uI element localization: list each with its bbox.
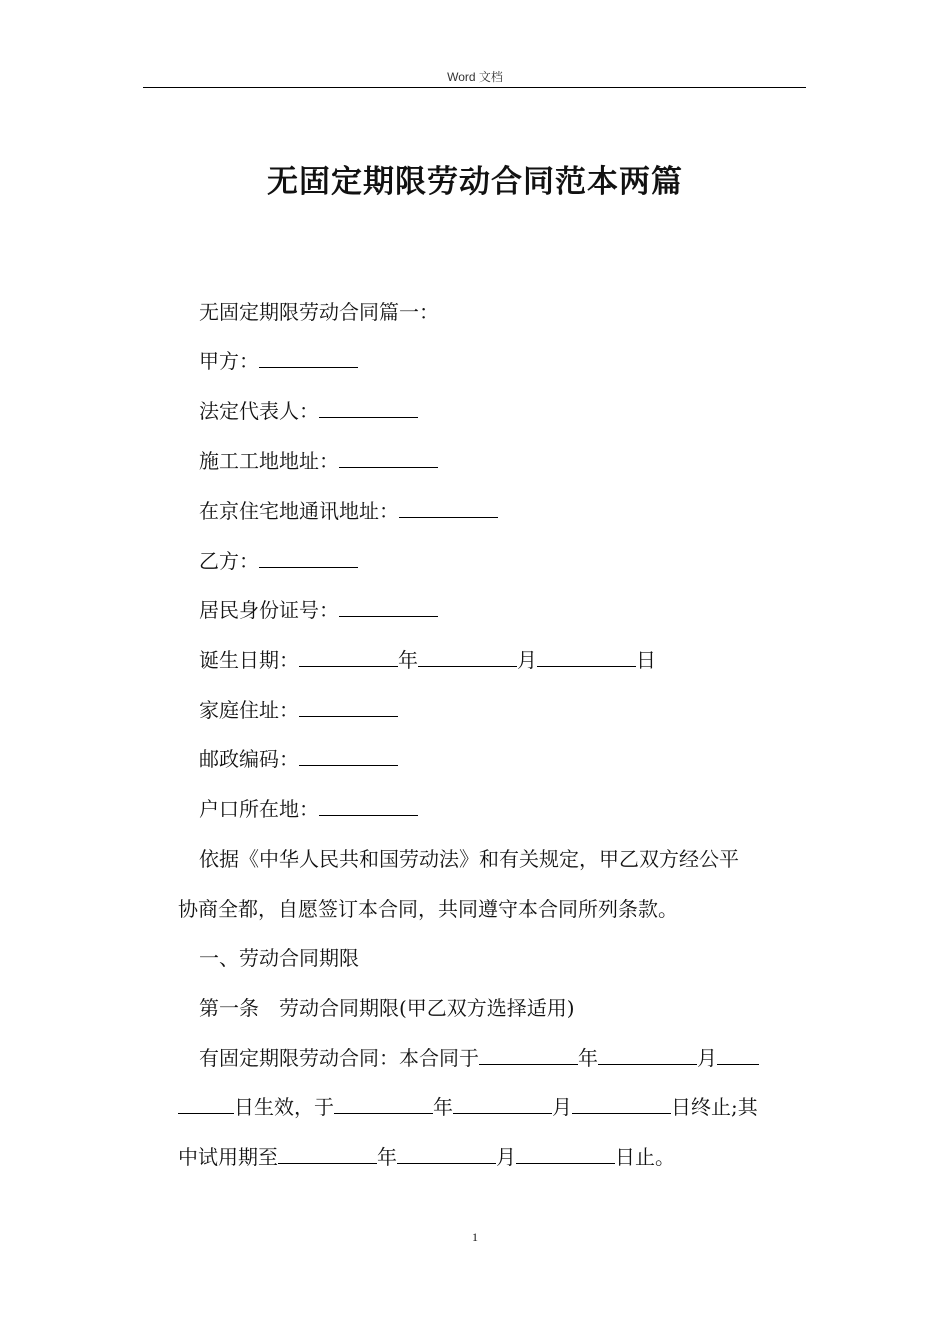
- birth-year-blank[interactable]: [299, 648, 398, 667]
- party-b-field: [199, 548, 358, 574]
- end-month-blank[interactable]: [453, 1095, 552, 1114]
- birth-day-blank[interactable]: [537, 648, 636, 667]
- birth-date-field: [199, 647, 656, 673]
- start-year-unit: 年: [578, 1046, 598, 1070]
- party-b-blank[interactable]: [259, 549, 358, 568]
- fixed-term-line2: [178, 1094, 758, 1120]
- end-year-blank[interactable]: [334, 1095, 433, 1114]
- header-divider: [143, 87, 806, 88]
- start-day-blank-part2[interactable]: [178, 1095, 234, 1114]
- id-number-field: [199, 597, 438, 623]
- probation-month-blank[interactable]: [397, 1145, 496, 1164]
- birth-month-blank[interactable]: [418, 648, 517, 667]
- home-address-blank[interactable]: [299, 698, 398, 717]
- start-year-blank[interactable]: [479, 1046, 578, 1065]
- beijing-address-field: [199, 498, 498, 524]
- household-reg-label: 户口所在地：: [199, 797, 319, 821]
- site-address-label: 施工工地地址：: [199, 449, 339, 473]
- intro-text: 无固定期限劳动合同篇一：: [199, 300, 439, 324]
- id-number-label: 居民身份证号：: [199, 598, 339, 622]
- party-a-label: 甲方：: [199, 349, 259, 373]
- party-a-field: [199, 348, 358, 374]
- start-month-unit: 月: [697, 1046, 717, 1070]
- probation-day-blank[interactable]: [516, 1145, 615, 1164]
- effective-text: 日生效，于: [234, 1095, 334, 1119]
- household-reg-field: [199, 796, 418, 822]
- legal-rep-field: [199, 398, 418, 424]
- fixed-term-prefix: 有固定期限劳动合同：本合同于: [199, 1046, 479, 1070]
- start-month-blank[interactable]: [598, 1046, 697, 1065]
- birth-date-label: 诞生日期：: [199, 648, 299, 672]
- postal-code-field: [199, 746, 398, 772]
- legal-rep-blank[interactable]: [319, 399, 418, 418]
- intro-line: [199, 299, 439, 325]
- end-year-unit: 年: [433, 1095, 453, 1119]
- party-a-blank[interactable]: [259, 349, 358, 368]
- probation-year-blank[interactable]: [278, 1145, 377, 1164]
- basis-paragraph-line1: 依据《中华人民共和国劳动法》和有关规定，甲乙双方经公平: [199, 847, 739, 871]
- end-day-blank[interactable]: [572, 1095, 671, 1114]
- site-address-blank[interactable]: [339, 449, 438, 468]
- end-text: 日终止;其: [671, 1095, 758, 1119]
- site-address-field: [199, 448, 438, 474]
- start-day-blank-part1[interactable]: [717, 1046, 759, 1065]
- beijing-address-label: 在京住宅地通讯地址：: [199, 499, 399, 523]
- probation-prefix: 中试用期至: [178, 1145, 278, 1169]
- id-number-blank[interactable]: [339, 598, 438, 617]
- probation-end-text: 日止。: [615, 1145, 675, 1169]
- household-reg-blank[interactable]: [319, 797, 418, 816]
- birth-day-unit: 日: [636, 648, 656, 672]
- home-address-label: 家庭住址：: [199, 698, 299, 722]
- document-title: 无固定期限劳动合同范本两篇: [267, 164, 683, 200]
- birth-year-unit: 年: [398, 648, 418, 672]
- postal-code-label: 邮政编码：: [199, 747, 299, 771]
- home-address-field: [199, 697, 398, 723]
- end-month-unit: 月: [552, 1095, 572, 1119]
- probation-month-unit: 月: [496, 1145, 516, 1169]
- page-number: 1: [472, 1230, 478, 1244]
- party-b-label: 乙方：: [199, 549, 259, 573]
- page-header: Word 文档: [447, 70, 503, 84]
- probation-year-unit: 年: [377, 1145, 397, 1169]
- fixed-term-line3: [178, 1144, 675, 1170]
- basis-paragraph-line2: 协商全都，自愿签订本合同，共同遵守本合同所列条款。: [178, 897, 678, 921]
- postal-code-blank[interactable]: [299, 747, 398, 766]
- beijing-address-blank[interactable]: [399, 499, 498, 518]
- article-heading: 第一条 劳动合同期限(甲乙双方选择适用): [199, 996, 575, 1020]
- fixed-term-line1: [199, 1045, 759, 1071]
- section-heading: 一、劳动合同期限: [199, 946, 359, 970]
- birth-month-unit: 月: [517, 648, 537, 672]
- legal-rep-label: 法定代表人：: [199, 399, 319, 423]
